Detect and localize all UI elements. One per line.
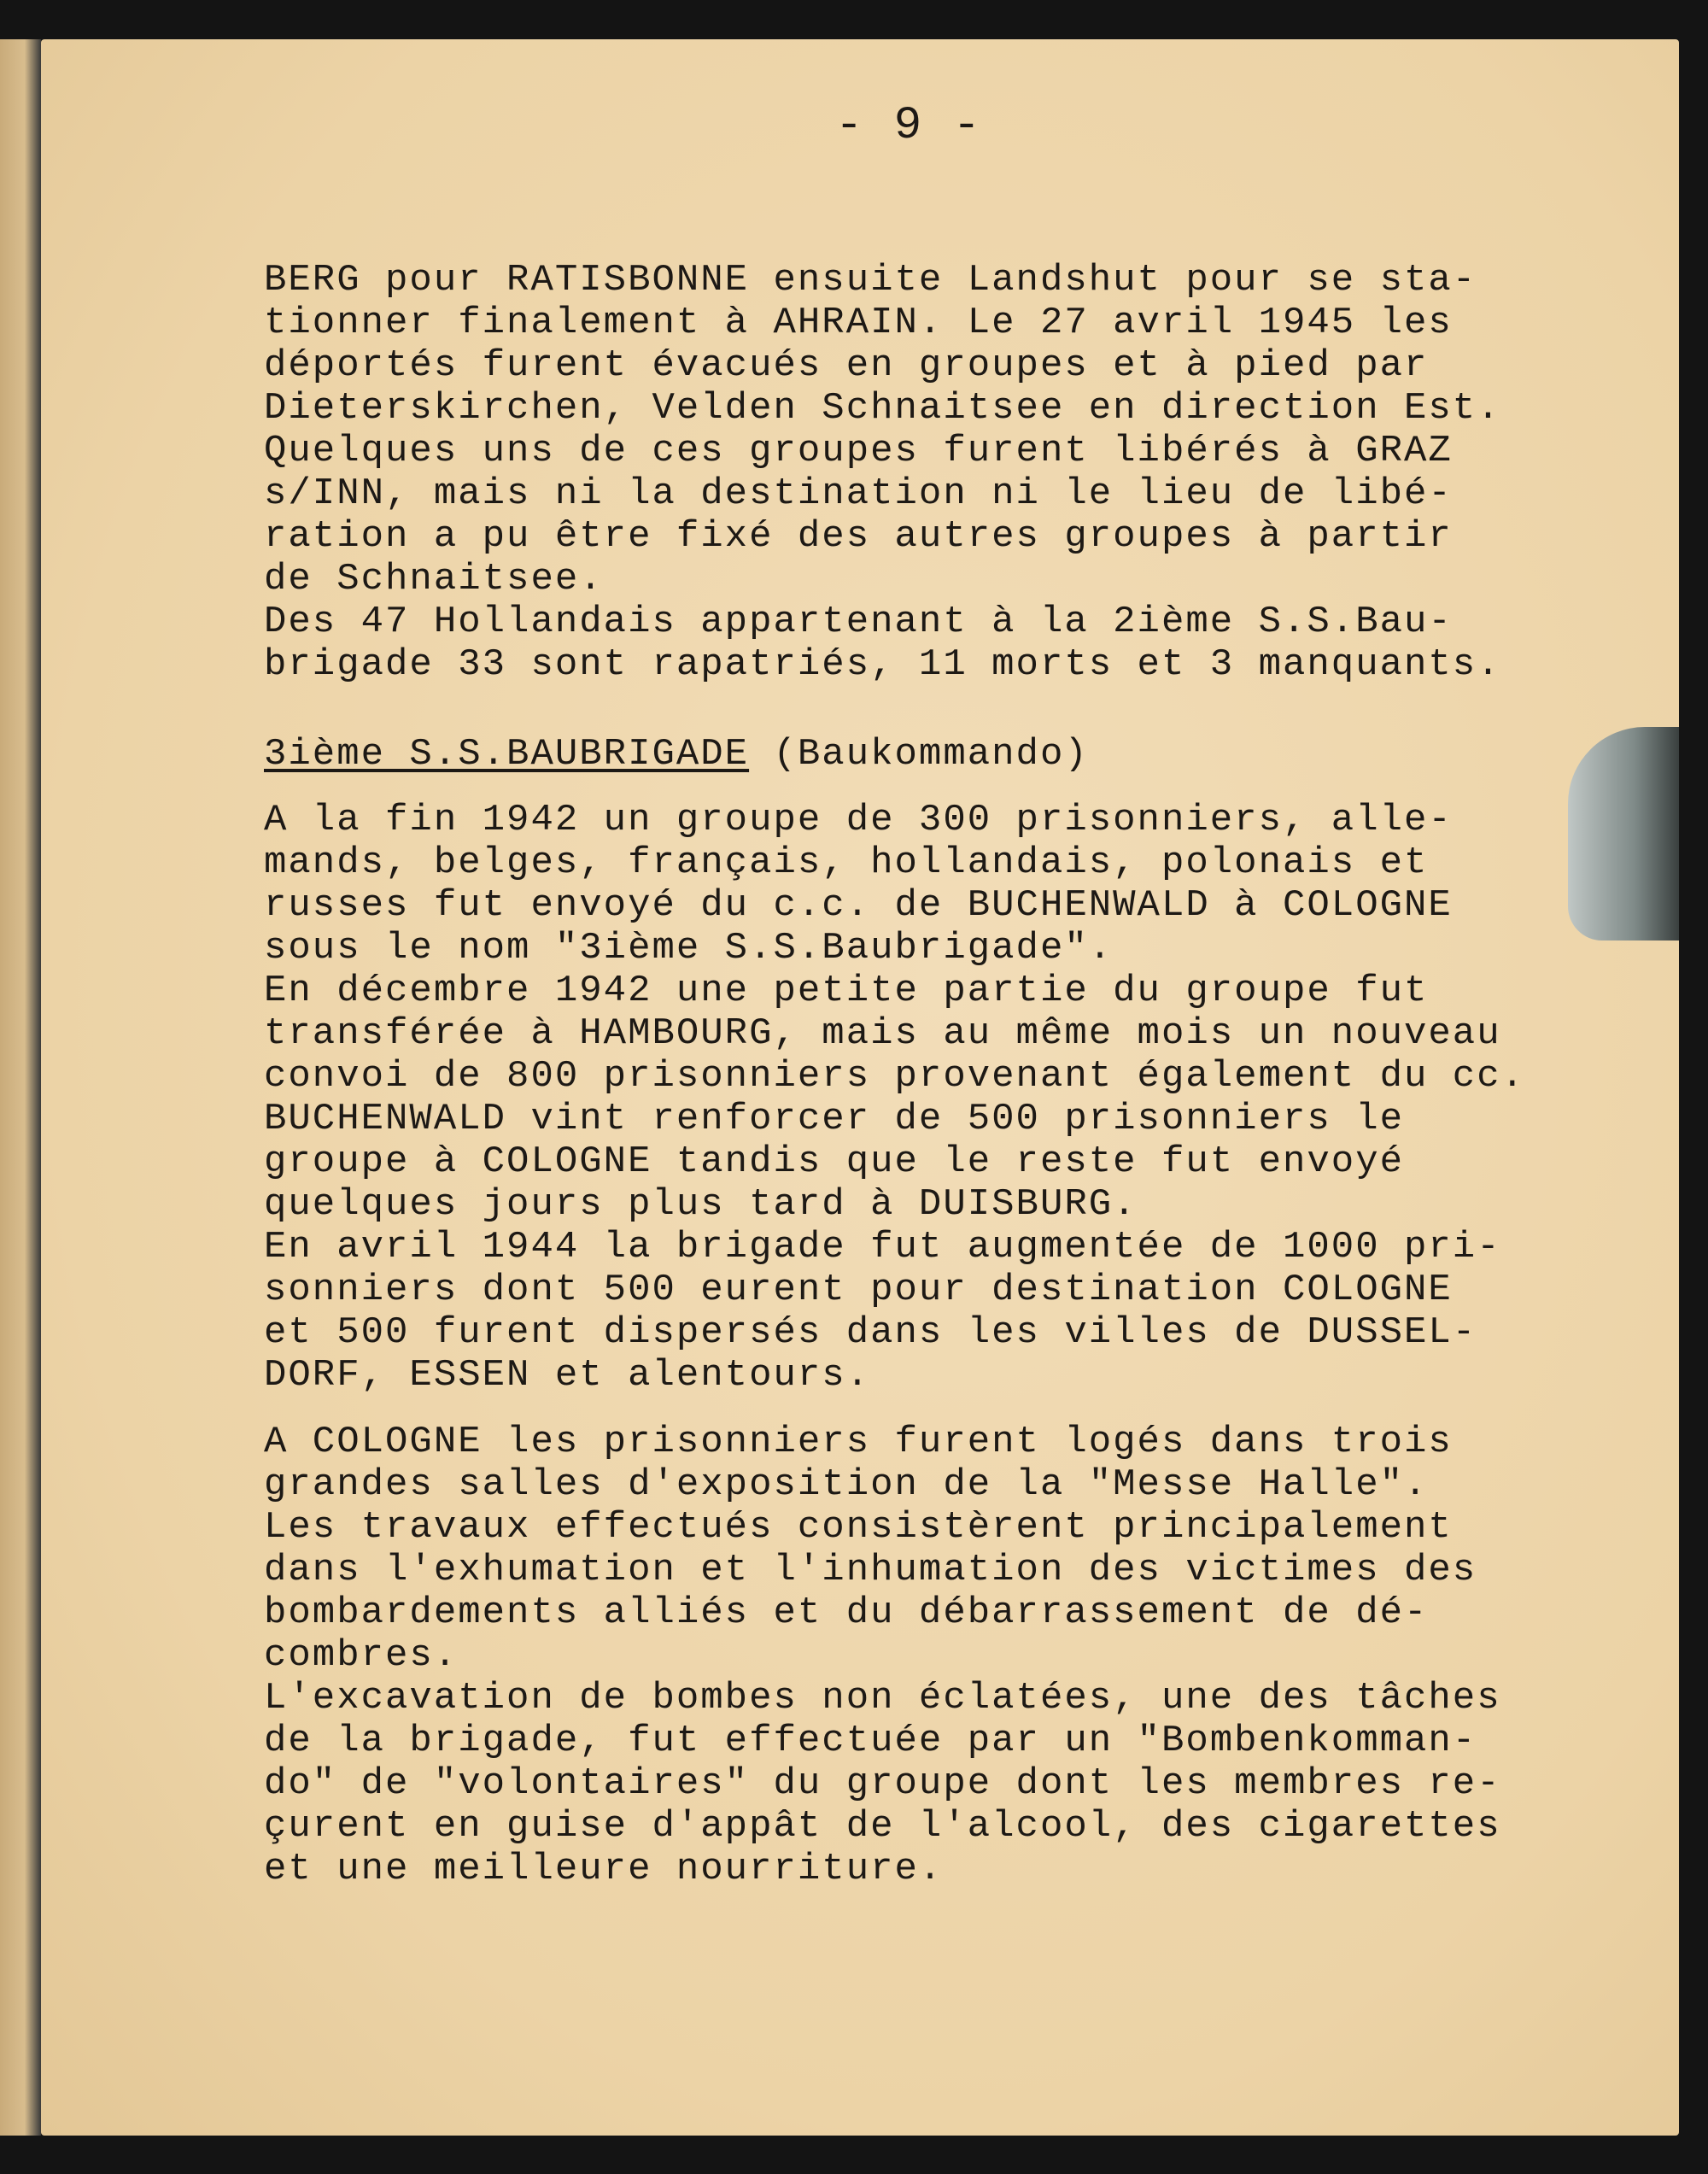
text-line: sonniers dont 500 eurent pour destination COLOGNE xyxy=(264,1269,1453,1311)
text-line: et une meilleure nourriture. xyxy=(264,1848,944,1890)
text-line: convoi de 800 prisonniers provenant également du cc. xyxy=(264,1055,1526,1098)
text-line: sous le nom "3ième S.S.Baubrigade". xyxy=(264,927,1114,970)
binding-edge xyxy=(0,39,41,2136)
text-line: grandes salles d'exposition de la "Messe Halle". xyxy=(264,1463,1429,1506)
text-line: transférée à HAMBOURG, mais au même mois un nouveau xyxy=(264,1012,1501,1055)
text-line: combres. xyxy=(264,1634,459,1677)
text-line: Dieterskirchen, Velden Schnaitsee en direction Est. xyxy=(264,387,1501,430)
text-line: de la brigade, fut effectuée par un "Bombenkomman- xyxy=(264,1720,1477,1762)
section-heading xyxy=(264,733,1089,776)
text-line: A COLOGNE les prisonniers furent logés dans trois xyxy=(264,1421,1453,1463)
text-line: quelques jours plus tard à DUISBURG. xyxy=(264,1183,1138,1226)
text-line: groupe à COLOGNE tandis que le reste fut envoyé xyxy=(264,1140,1405,1183)
text-line: BERG pour RATISBONNE ensuite Landshut pour se sta- xyxy=(264,259,1477,302)
text-line: russes fut envoyé du c.c. de BUCHENWALD à COLOGNE xyxy=(264,884,1453,927)
text-line: DORF, ESSEN et alentours. xyxy=(264,1354,871,1397)
text-line: A la fin 1942 un groupe de 300 prisonniers, alle- xyxy=(264,799,1453,841)
section-heading-rest: (Baukommando) xyxy=(749,733,1089,776)
text-line: et 500 furent dispersés dans les villes de DUSSEL- xyxy=(264,1311,1477,1354)
text-line: bombardements alliés et du débarrassement de dé- xyxy=(264,1591,1429,1634)
text-line: do" de "volontaires" du groupe dont les membres re- xyxy=(264,1762,1501,1805)
text-line: de Schnaitsee. xyxy=(264,558,604,601)
text-line: brigade 33 sont rapatriés, 11 morts et 3 manquants. xyxy=(264,643,1501,686)
text-line: dans l'exhumation et l'inhumation des victimes des xyxy=(264,1549,1477,1591)
text-line: mands, belges, français, hollandais, polonais et xyxy=(264,841,1429,884)
text-line: déportés furent évacués en groupes et à pied par xyxy=(264,344,1429,387)
text-line: Des 47 Hollandais appartenant à la 2ième S.S.Bau- xyxy=(264,601,1453,643)
text-line: En décembre 1942 une petite partie du groupe fut xyxy=(264,970,1429,1012)
text-line: BUCHENWALD vint renforcer de 500 prisonniers le xyxy=(264,1098,1405,1140)
text-line: çurent en guise d'appât de l'alcool, des cigarettes xyxy=(264,1805,1501,1848)
text-line: L'excavation de bombes non éclatées, une des tâches xyxy=(264,1677,1501,1720)
text-line: Les travaux effectués consistèrent principalement xyxy=(264,1506,1453,1549)
text-line: Quelques uns de ces groupes furent libérés à GRAZ xyxy=(264,430,1453,472)
text-line: tionner finalement à AHRAIN. Le 27 avril 1945 les xyxy=(264,302,1453,344)
text-line: s/INN, mais ni la destination ni le lieu de libé- xyxy=(264,472,1453,515)
page-number: - 9 - xyxy=(834,100,983,152)
text-line: En avril 1944 la brigade fut augmentée de 1000 pri- xyxy=(264,1226,1501,1269)
page-tab xyxy=(1568,727,1679,941)
text-line: ration a pu être fixé des autres groupes à partir xyxy=(264,515,1453,558)
section-heading-underlined: 3ième S.S.BAUBRIGADE xyxy=(264,733,750,776)
